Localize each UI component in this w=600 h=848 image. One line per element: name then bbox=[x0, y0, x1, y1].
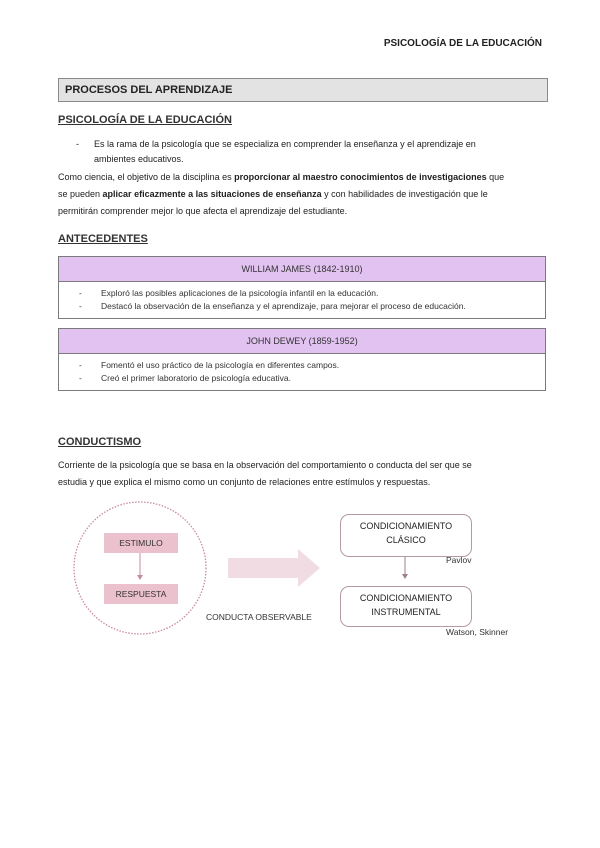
list-item-text: Fomentó el uso práctico de la psicología en diferentes campos. bbox=[101, 360, 340, 370]
box-line: CONDICIONAMIENTO bbox=[359, 593, 453, 603]
para-text: permitirán comprender mejor lo que afecta el aprendizaje del estudiante. bbox=[58, 206, 348, 216]
section-title: PROCESOS DEL APRENDIZAJE bbox=[58, 78, 548, 102]
list-item-text: Creó el primer laboratorio de psicología educativa. bbox=[101, 372, 291, 383]
antecedentes-heading: ANTECEDENTES bbox=[58, 233, 148, 245]
big-arrow-icon bbox=[228, 549, 320, 587]
para-text: se pueden bbox=[58, 189, 103, 199]
para-bold: aplicar eficazmente a las situaciones de enseñanza bbox=[102, 189, 322, 199]
card-title: JOHN DEWEY (1859-1952) bbox=[59, 329, 545, 354]
psicologia-heading: PSICOLOGÍA DE LA EDUCACIÓN bbox=[58, 114, 232, 126]
bullet-dash: - bbox=[76, 139, 79, 149]
box-line: INSTRUMENTAL bbox=[371, 607, 441, 617]
para-bold: proporcionar al maestro conocimientos de investigaciones bbox=[234, 172, 487, 182]
arrow-head bbox=[137, 575, 143, 580]
para-text: Corriente de la psicología que se basa en la observación del comportamiento o conducta del ser que se bbox=[58, 460, 472, 470]
conducta-observable-label: CONDUCTA OBSERVABLE bbox=[206, 612, 312, 622]
respuesta-box: RESPUESTA bbox=[104, 584, 178, 604]
pavlov-label: Pavlov bbox=[446, 555, 472, 565]
para-text: que bbox=[486, 172, 505, 182]
box-line: CLÁSICO bbox=[386, 535, 426, 545]
page-header-title: PSICOLOGÍA DE LA EDUCACIÓN bbox=[383, 38, 542, 49]
watson-skinner-label: Watson, Skinner bbox=[446, 627, 509, 637]
list-item: - Destacó la observación de la enseñanza y el aprendizaje, para mejorar el proceso de educación. bbox=[79, 300, 466, 311]
bullet-text-line2: ambientes educativos. bbox=[94, 154, 184, 164]
list-item-text: Destacó la observación de la enseñanza y el aprendizaje, para mejorar el proceso de educación. bbox=[101, 300, 466, 311]
condicionamiento-clasico-box bbox=[340, 514, 472, 557]
list-item: - Exploró las posibles aplicaciones de la psicología infantil en la educación. bbox=[79, 288, 379, 298]
para-text: Como ciencia, el objetivo de la disciplina es bbox=[58, 172, 235, 182]
estimulo-box: ESTIMULO bbox=[104, 533, 178, 553]
arrow-head bbox=[402, 574, 408, 579]
condicionamiento-instrumental-box bbox=[340, 586, 472, 627]
list-item: - Fomentó el uso práctico de la psicología en diferentes campos. bbox=[79, 360, 340, 370]
bullet-text-line1: Es la rama de la psicología que se especializa en comprender la enseñanza y el aprendizaje en bbox=[94, 139, 476, 149]
box-line: CONDICIONAMIENTO bbox=[359, 521, 453, 531]
para-text: estudia y que explica el mismo como un conjunto de relaciones entre estímulos y respuestas. bbox=[58, 477, 431, 487]
list-item: - Creó el primer laboratorio de psicología educativa. bbox=[79, 372, 291, 383]
conductismo-heading: CONDUCTISMO bbox=[58, 436, 142, 448]
card-title: WILLIAM JAMES (1842-1910) bbox=[59, 257, 545, 282]
list-item-text: Exploró las posibles aplicaciones de la psicología infantil en la educación. bbox=[101, 288, 379, 298]
para-text: y con habilidades de investigación que le bbox=[321, 189, 488, 199]
